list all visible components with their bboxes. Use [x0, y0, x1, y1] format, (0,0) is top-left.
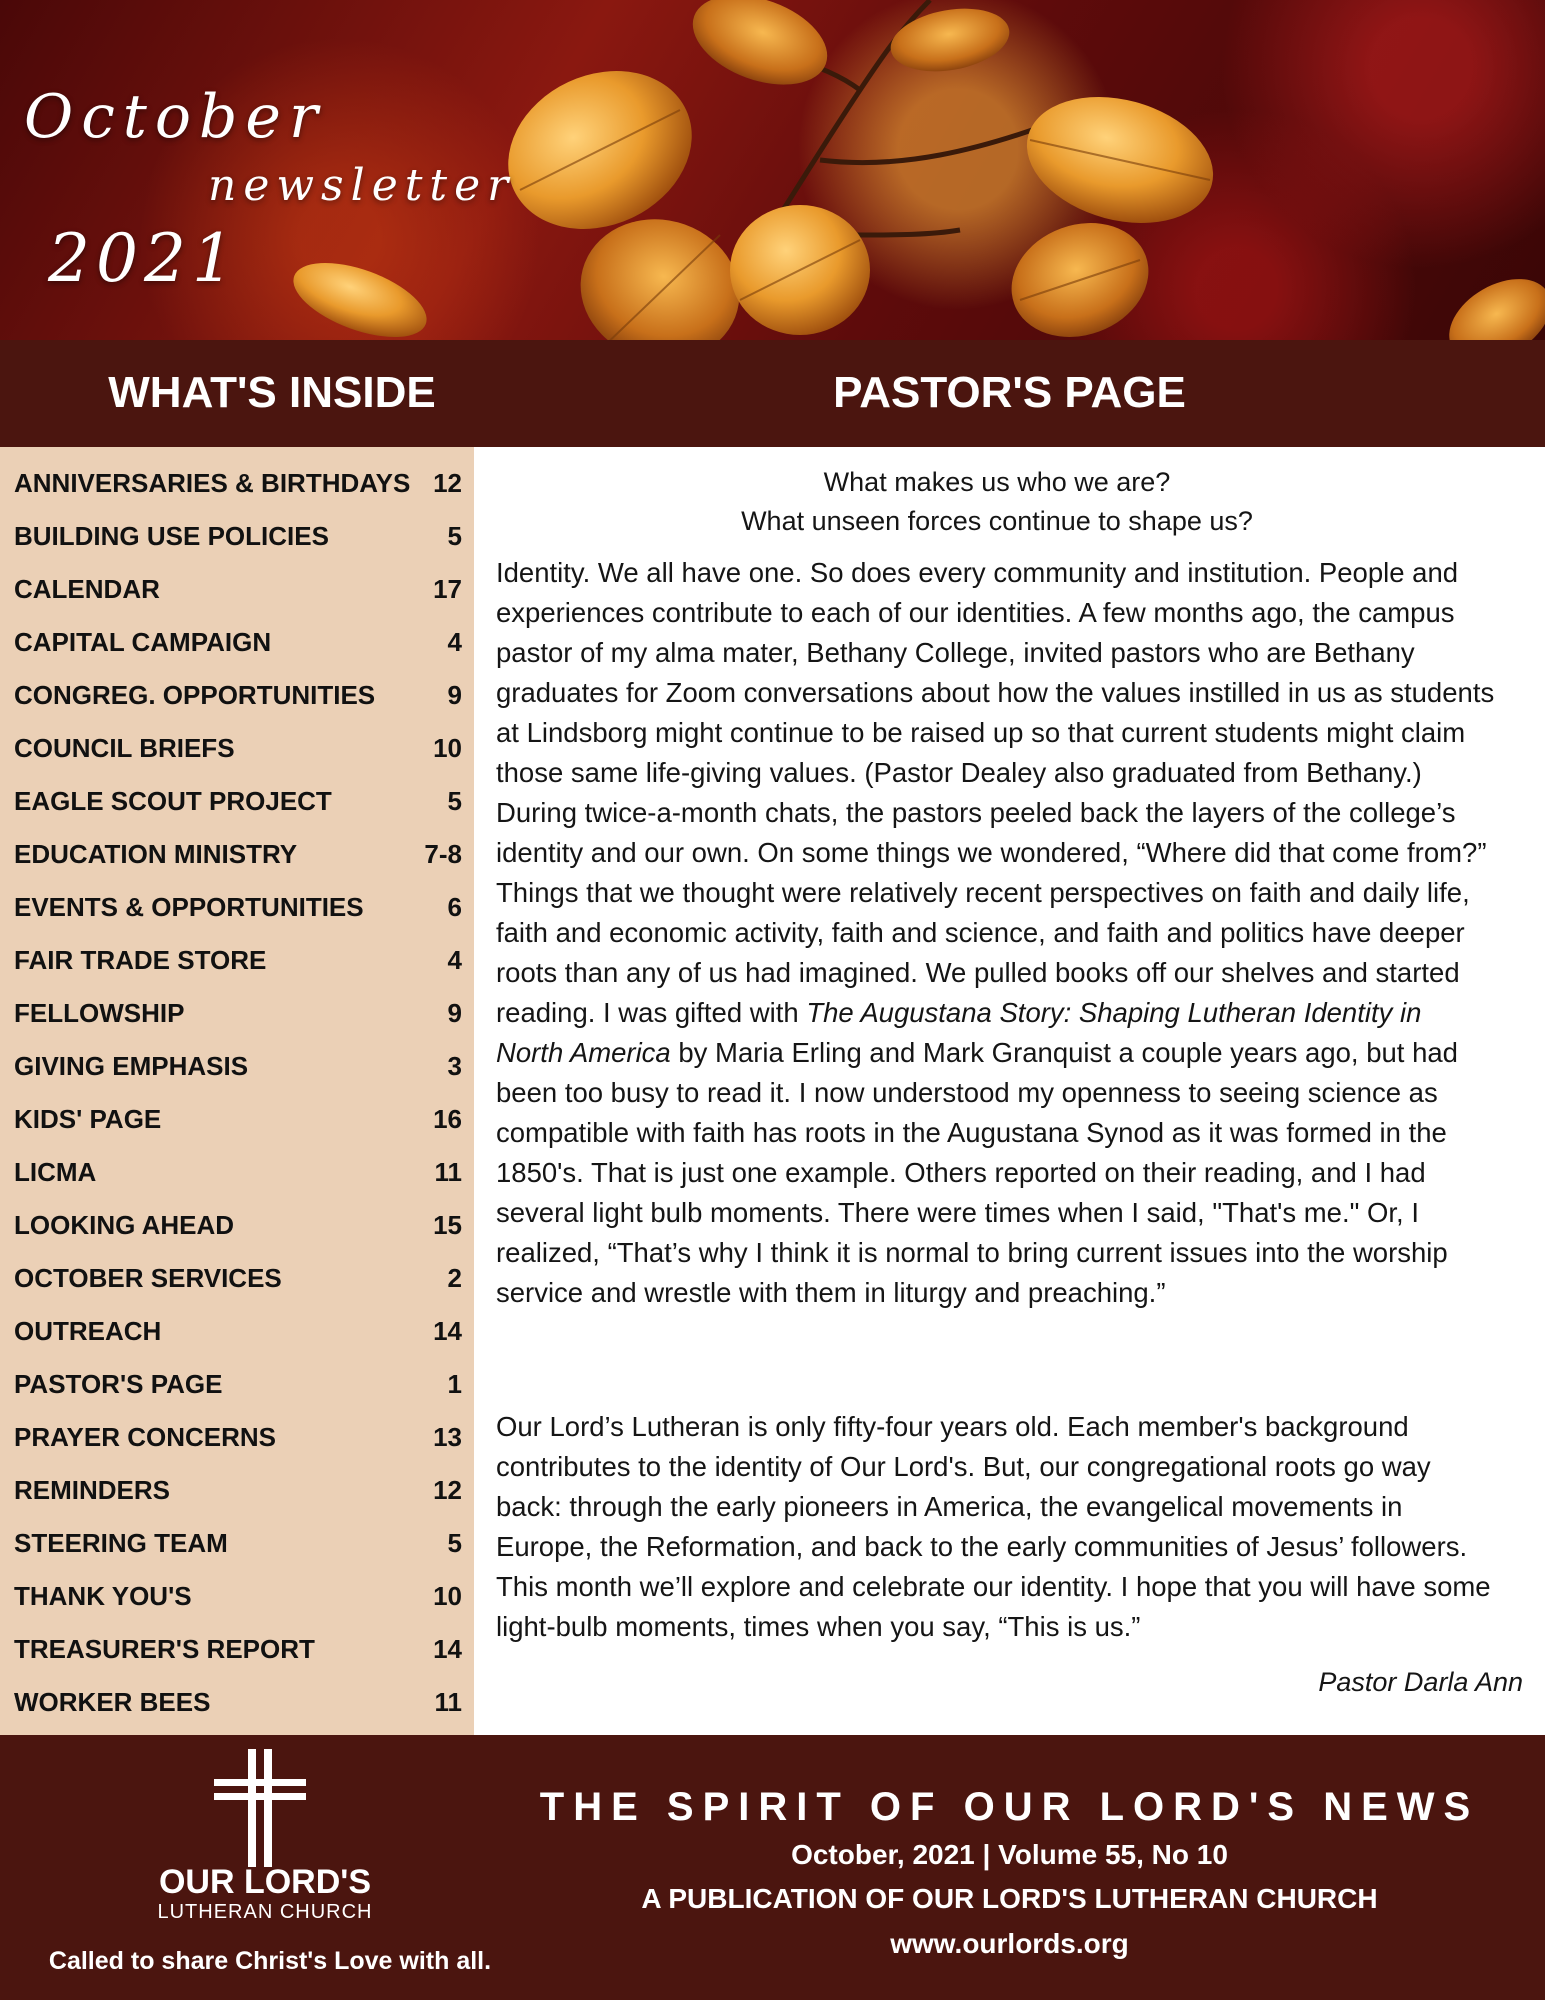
paragraph-text: Identity. We all have one. So does every community and institution. People and experiences contribute to each of our identities. A few months ago, the campus pastor of my alma mater, Bethany College, invited pastors who are Bethany graduates for Zoom conversations about how the values instilled in us as students at Lindsborg might continue to be raised up so that current students might claim those same life-giving values. (Pastor Dealey also graduated from Bethany.) During twice-a-month chats, the pastors peeled back the layers of the college’s identity and our own. On some things we wondered, “Where did that come from?” Things that we thought were relatively recent perspectives on faith and daily life, faith and economic activity, faith and science, and faith and politics have deeper roots than any of us had imagined. We pulled books off our shelves and started reading. I was gifted with — [496, 557, 1495, 1028]
toc-page-number: 11 — [434, 1687, 462, 1717]
toc-row[interactable] — [14, 1316, 462, 1360]
toc-page-number: 2 — [447, 1263, 462, 1293]
book-title: The Augustana Story: Shaping Lutheran Identity in North America — [496, 997, 1422, 1068]
toc-label: WORKER BEES — [14, 1687, 211, 1717]
toc-page-number: 1 — [447, 1369, 462, 1399]
toc-row[interactable] — [14, 1369, 462, 1413]
toc-row[interactable] — [14, 1422, 462, 1466]
whats-inside-heading: WHAT'S INSIDE — [108, 368, 436, 417]
toc-page-number: 9 — [447, 998, 462, 1028]
toc-page-number: 11 — [434, 1157, 462, 1187]
toc-row[interactable] — [14, 1581, 462, 1625]
toc-row[interactable] — [14, 1528, 462, 1572]
issue-info: October, 2021 | Volume 55, No 10 — [791, 1839, 1228, 1870]
toc-row[interactable] — [14, 1051, 462, 1095]
publisher: A PUBLICATION OF OUR LORD'S LUTHERAN CHURCH — [641, 1883, 1378, 1914]
toc-label: EDUCATION MINISTRY — [14, 839, 298, 869]
toc-row[interactable] — [14, 839, 462, 883]
toc-page-number: 7-8 — [424, 839, 462, 869]
toc-label: TREASURER'S REPORT — [14, 1634, 315, 1664]
table-of-contents — [0, 447, 474, 1735]
church-name: OUR LORD'S — [158, 1863, 372, 1901]
website-link[interactable]: www.ourlords.org — [890, 1928, 1129, 1959]
toc-label: FELLOWSHIP — [14, 998, 185, 1028]
toc-row[interactable] — [14, 680, 462, 724]
toc-row[interactable] — [14, 627, 462, 671]
footer — [0, 1735, 1545, 2000]
toc-row[interactable] — [14, 1263, 462, 1307]
leaf — [284, 248, 436, 340]
header-month: October — [24, 82, 326, 152]
toc-row[interactable] — [14, 945, 462, 989]
article-question: What makes us who we are? — [823, 467, 1171, 497]
toc-label: CALENDAR — [14, 574, 160, 604]
toc-row[interactable] — [14, 1687, 462, 1731]
church-motto: Called to share Christ's Love with all. — [48, 1947, 492, 1975]
article-signature: Pastor Darla Ann — [1318, 1667, 1523, 1697]
toc-page-number: 4 — [447, 945, 462, 975]
toc-label: CONGREG. OPPORTUNITIES — [14, 680, 376, 710]
toc-page-number: 12 — [433, 468, 462, 498]
toc-page-number: 15 — [433, 1210, 462, 1240]
toc-page-number: 6 — [447, 892, 462, 922]
publication-name: THE SPIRIT OF OUR LORD'S NEWS — [539, 1785, 1480, 1829]
toc-page-number: 13 — [433, 1422, 462, 1452]
toc-page-number: 4 — [447, 627, 462, 657]
header-year: 2021 — [48, 220, 240, 297]
toc-page-number: 14 — [433, 1634, 462, 1664]
toc-label: KIDS' PAGE — [14, 1104, 162, 1134]
toc-row[interactable] — [14, 998, 462, 1042]
toc-row[interactable] — [14, 1475, 462, 1519]
toc-label: REMINDERS — [14, 1475, 171, 1505]
cross-logo-icon — [214, 1749, 314, 1867]
toc-label: BUILDING USE POLICIES — [14, 521, 329, 551]
toc-row[interactable] — [14, 574, 462, 618]
toc-row[interactable] — [14, 733, 462, 777]
toc-label: THANK YOU'S — [14, 1581, 192, 1611]
toc-page-number: 14 — [433, 1316, 462, 1346]
pastors-page-heading: PASTOR'S PAGE — [833, 368, 1186, 417]
toc-label: PRAYER CONCERNS — [14, 1422, 276, 1452]
toc-label: OCTOBER SERVICES — [14, 1263, 282, 1293]
toc-label: COUNCIL BRIEFS — [14, 733, 235, 763]
toc-label: PASTOR'S PAGE — [14, 1369, 223, 1399]
toc-page-number: 5 — [447, 521, 462, 551]
pastors-article — [474, 447, 1545, 1735]
section-header-band — [0, 340, 1545, 447]
article-paragraph — [496, 553, 1496, 1313]
toc-page-number: 5 — [447, 1528, 462, 1558]
toc-label: LICMA — [14, 1157, 97, 1187]
toc-page-number: 9 — [447, 680, 462, 710]
toc-page-number: 17 — [433, 574, 462, 604]
toc-label: ANNIVERSARIES & BIRTHDAYS — [14, 468, 411, 498]
toc-row[interactable] — [14, 1634, 462, 1678]
toc-page-number: 12 — [433, 1475, 462, 1505]
toc-page-number: 16 — [433, 1104, 462, 1134]
church-subtitle: LUTHERAN CHURCH — [157, 1901, 373, 1923]
header-banner — [0, 0, 1545, 340]
leaf — [995, 204, 1164, 340]
toc-label: CAPITAL CAMPAIGN — [14, 627, 272, 657]
leaf — [1435, 262, 1545, 340]
toc-row[interactable] — [14, 1157, 462, 1201]
leaf — [681, 0, 840, 102]
article-question: What unseen forces continue to shape us? — [741, 506, 1253, 536]
toc-row[interactable] — [14, 468, 462, 512]
toc-label: LOOKING AHEAD — [14, 1210, 235, 1240]
toc-row[interactable] — [14, 521, 462, 565]
paragraph-text: by Maria Erling and Mark Granquist a couple years ago, but had been too busy to read it. I now understood my openness to seeing science as compatible with faith has roots in the Augustana Synod as it was formed in the 1850's. That is just one example. Others reported on their reading, and I had several light bulb moments. There were times when I said, "That's me." Or, I realized, “That’s why I think it is normal to bring current issues into the worship service and wrestle with them in liturgy and preaching.” — [496, 1037, 1458, 1308]
toc-page-number: 10 — [433, 1581, 462, 1611]
toc-label: EAGLE SCOUT PROJECT — [14, 786, 332, 816]
article-paragraph: Our Lord’s Lutheran is only fifty-four years old. Each member's background contributes to the identity of Our Lord's. But, our congregational roots go way back: through the early pioneers in America, the evangelical movements in Europe, the Reformation, and back to the early communities of Jesus’ followers. This month we’ll explore and celebrate our identity. I hope that you will have some light-bulb moments, times when you say, “This is us.” — [496, 1411, 1491, 1642]
leaf — [886, 0, 1015, 80]
toc-page-number: 3 — [447, 1051, 462, 1081]
toc-row[interactable] — [14, 1210, 462, 1254]
toc-row[interactable] — [14, 1104, 462, 1148]
toc-row[interactable] — [14, 892, 462, 936]
toc-label: EVENTS & OPPORTUNITIES — [14, 892, 364, 922]
toc-label: OUTREACH — [14, 1316, 162, 1346]
toc-page-number: 10 — [433, 733, 462, 763]
toc-label: FAIR TRADE STORE — [14, 945, 267, 975]
toc-page-number: 5 — [447, 786, 462, 816]
toc-label: GIVING EMPHASIS — [14, 1051, 249, 1081]
toc-label: STEERING TEAM — [14, 1528, 228, 1558]
toc-row[interactable] — [14, 786, 462, 830]
header-subtitle: newsletter — [208, 160, 516, 211]
